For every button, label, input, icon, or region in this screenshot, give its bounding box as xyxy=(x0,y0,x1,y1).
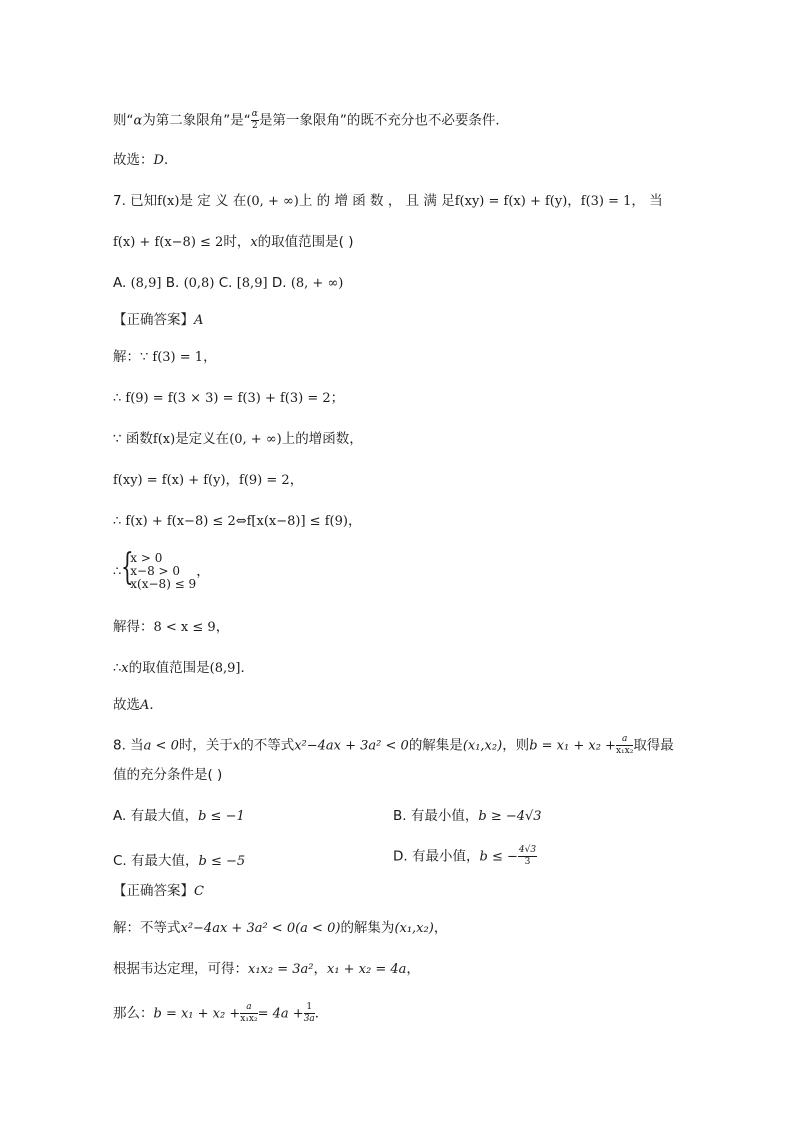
q7-solution-line-5: ∴ f(x) + f(x−8) ≤ 2⇔f[x(x−8)] ≤ f(9)， xyxy=(113,513,362,529)
q8-option-a: A. 有最大值，b ≤ −1 xyxy=(113,808,245,824)
q8-stem-line-2: 值的充分条件是( ) xyxy=(113,767,223,783)
q7-options: A. (8,9] B. (0,8) C. [8,9] D. (8, + ∞) xyxy=(113,275,344,291)
q7-solution-line-7: 解得：8 < x ≤ 9， xyxy=(113,619,230,635)
q8-solution-line-3: 那么：b = x₁ + x₂ + $\frac{a}{\text{x₁x₂}}$ = 4a + $\frac{1}{3a}$ ． xyxy=(113,1002,329,1024)
q7-answer: 【正确答案】A xyxy=(113,312,204,328)
q7-stem-line-2: f(x) + f(x−8) ≤ 2时，x的取值范围是( ) xyxy=(113,234,354,250)
text-line-2: 故选：D． xyxy=(113,152,178,168)
q7-solution-line-8: ∴x的取值范围是(8,9]． xyxy=(113,660,254,676)
q7-solution-line-9: 故选A． xyxy=(113,697,163,713)
q8-option-d: D. 有最小值，b ≤ − $\frac{4√3}{3}$ xyxy=(393,845,537,867)
q8-answer: 【正确答案】C xyxy=(113,883,204,899)
text-line-1: 则“α为第二象限角”是“ $\frac{\alpha}{2}$ 是第一象限角”的既不充分也不必要条件． xyxy=(113,109,509,131)
q7-solution-line-1: 解：∵ f(3) = 1， xyxy=(113,349,217,365)
q8-option-c: C. 有最大值，b ≤ −5 xyxy=(113,853,246,869)
q8-option-b: B. 有最小值，b ≥ −4√3 xyxy=(393,808,542,824)
q8-stem-line-1: 8. 当a < 0时，关于x的不等式x²−4ax + 3a² < 0的解集是(x₁,x₂)，则b = x₁ + x₂ + $\frac{a}{\text{x₁x₂}}$ 取得最 xyxy=(113,734,674,756)
fraction-alpha-over-2: $\frac{\alpha}{2}$ xyxy=(251,109,258,131)
fraction-a-over-x1x2-solution: $\frac{a}{\text{x₁x₂}}$ xyxy=(240,1002,258,1024)
q7-solution-line-3: ∵ 函数f(x)是定义在(0, + ∞)上的增函数， xyxy=(113,431,363,447)
q7-stem-line-1: 7. 已知f(x)是 定 义 在(0, + ∞)上 的 增 函 数 ， 且 满 足f(xy) = f(x) + f(y)，f(3) = 1， 当 xyxy=(113,193,663,209)
q8-solution-line-2: 根据韦达定理，可得：x₁x₂ = 3a²，x₁ + x₂ = 4a， xyxy=(113,961,420,977)
fraction-a-over-x1x2: $\frac{a}{\text{x₁x₂}}$ xyxy=(615,734,634,756)
fraction-4root3-over-3: $\frac{4√3}{3}$ xyxy=(518,845,537,867)
fraction-1-over-3a: $\frac{1}{3a}$ xyxy=(303,1002,315,1024)
brace-system: { x > 0 x−8 > 0 x(x−8) ≤ 9 xyxy=(121,547,197,591)
q7-solution-line-2: ∴ f(9) = f(3 × 3) = f(3) + f(3) = 2； xyxy=(113,390,345,406)
q7-inequality-system: ∴ { x > 0 x−8 > 0 x(x−8) ≤ 9 ， xyxy=(113,547,210,591)
q8-solution-line-1: 解：不等式x²−4ax + 3a² < 0(a < 0)的解集为(x₁,x₂)， xyxy=(113,920,448,936)
q7-solution-line-4: f(xy) = f(x) + f(y)，f(9) = 2， xyxy=(113,472,304,488)
